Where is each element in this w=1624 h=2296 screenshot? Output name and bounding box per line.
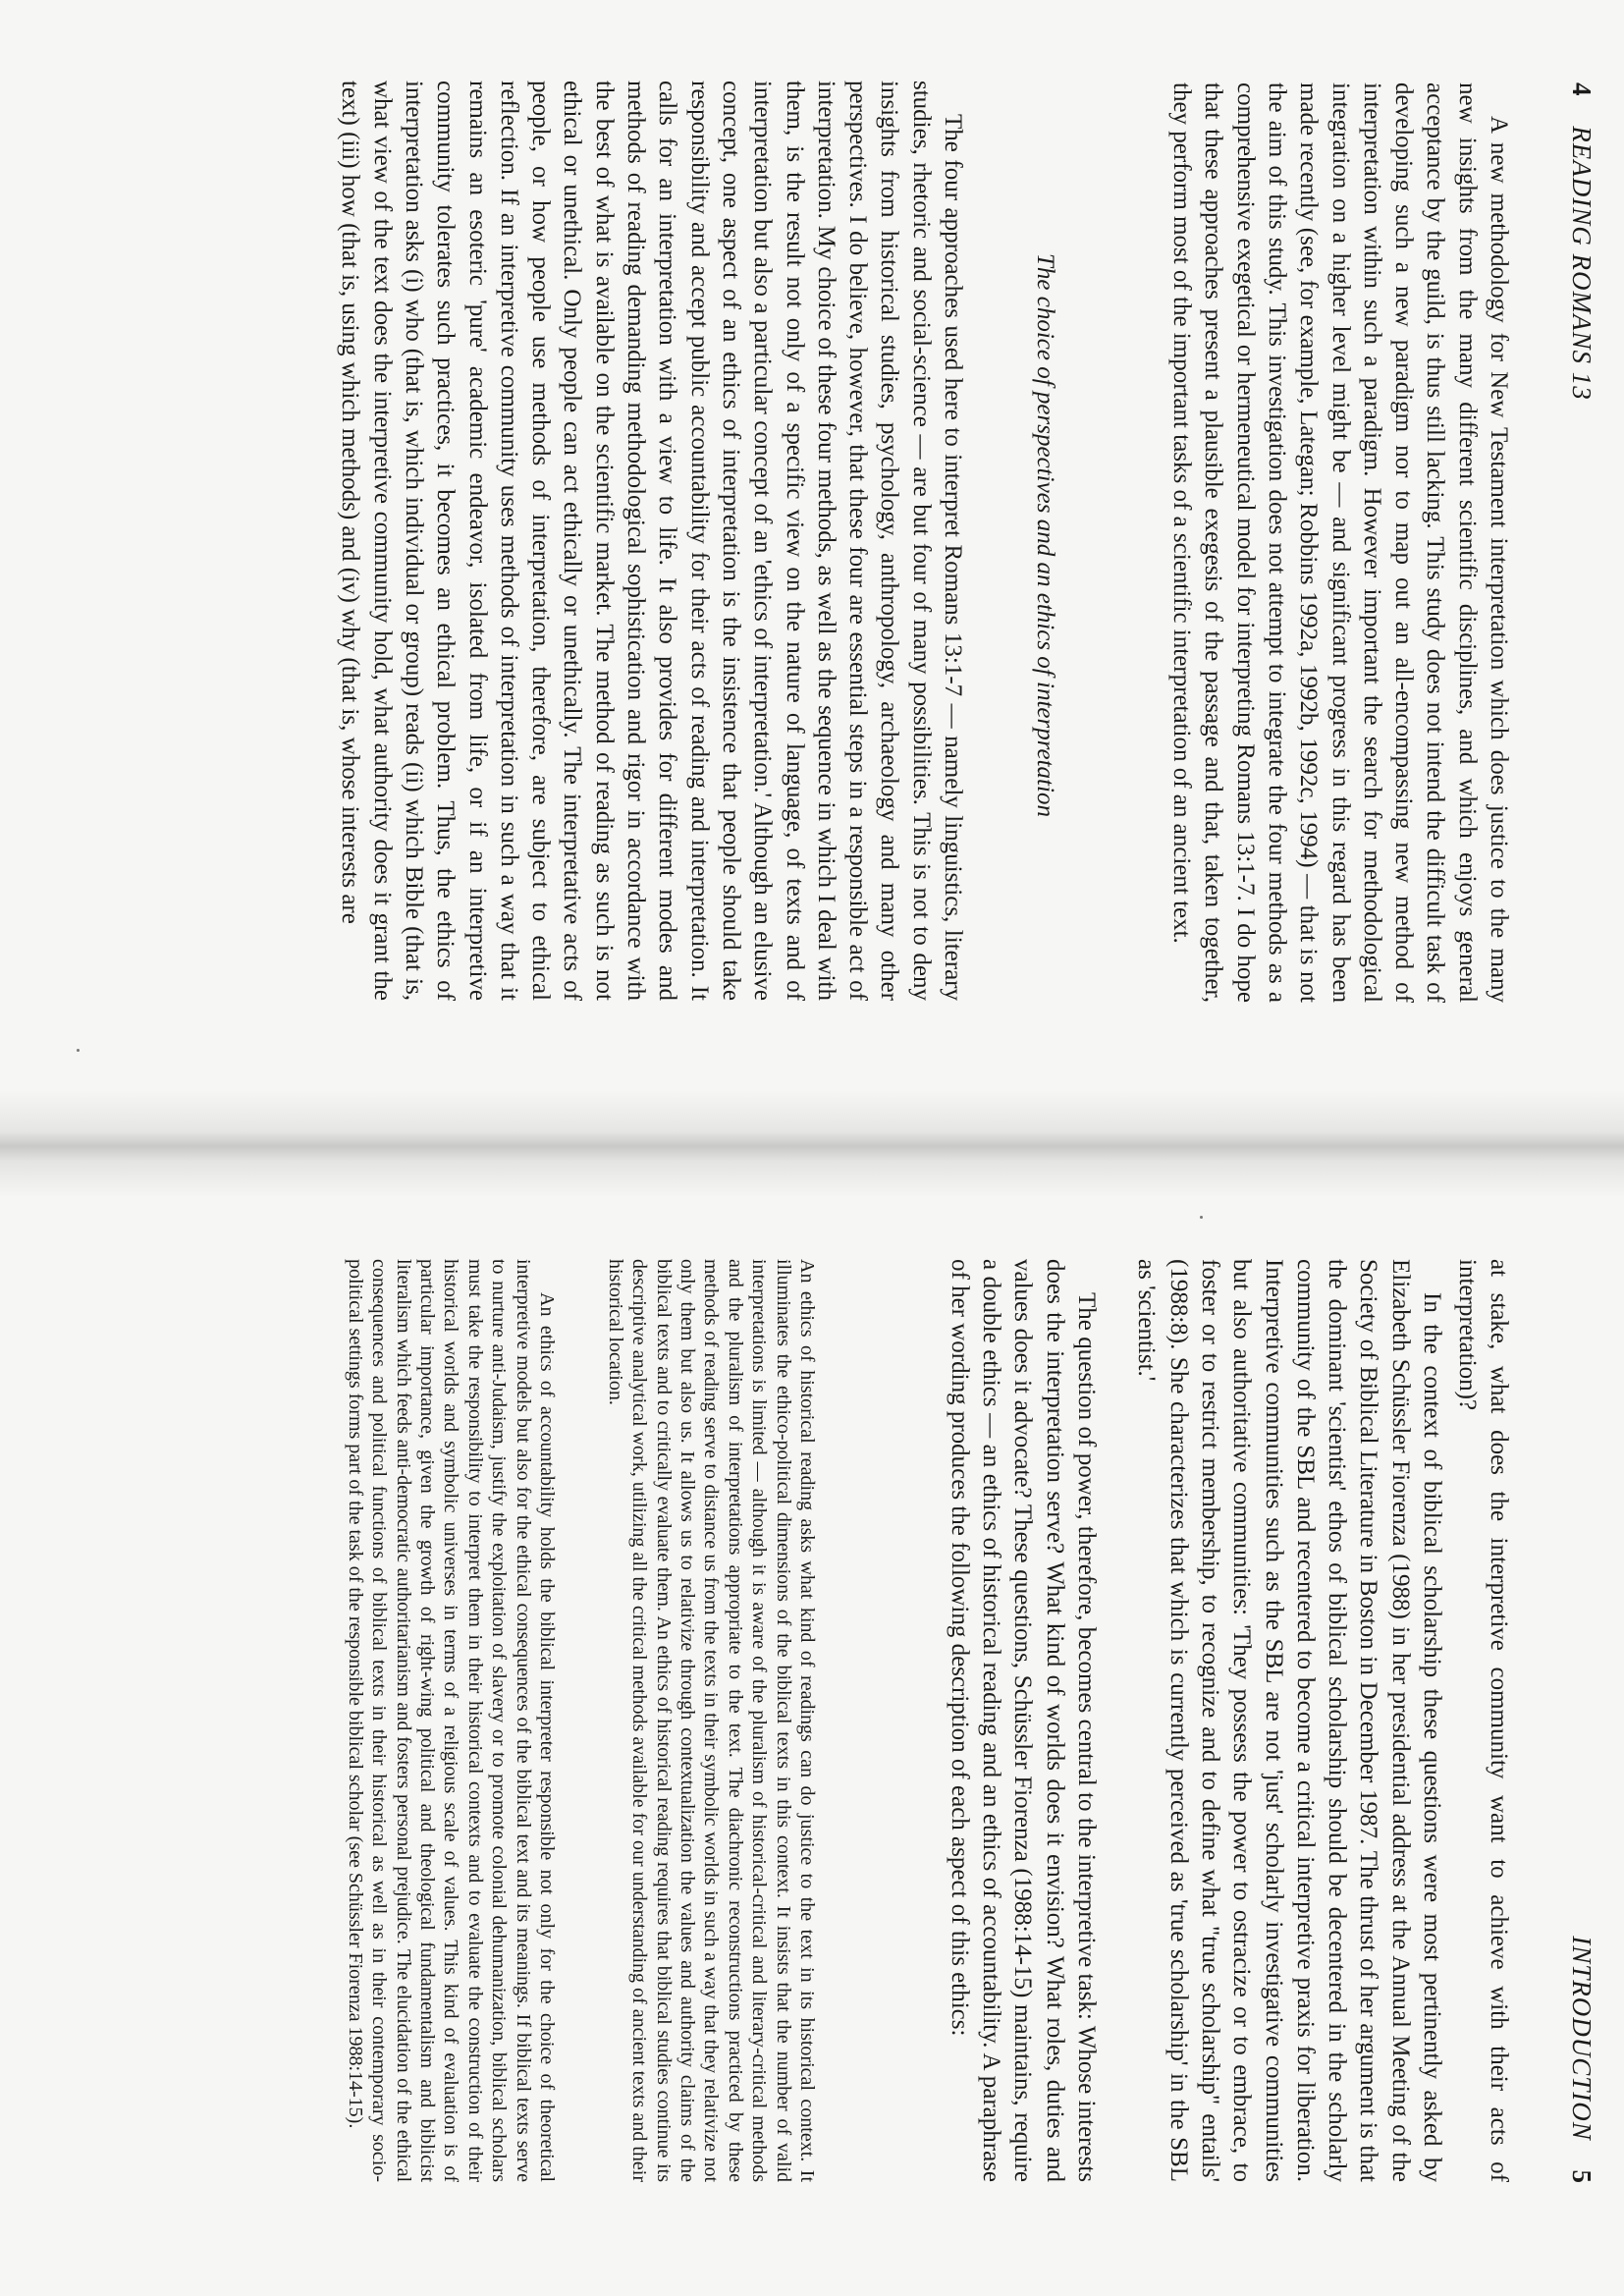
paragraph: at stake, what does the interpretive community want to achieve with their acts of interpretation)? [1453,1259,1512,2182]
paragraph: A new methodology for New Testament interpretation which does justice to the many new insights from the many different scientific disciplines, and which enjoys general acceptance by the guild, is thus still lacking. This study does not intend the difficult task of developing such a new paradigm nor to map out an all-encompassing new method of interpretation within such a paradigm. However important the search for methodological integration on a higher level might be — and significant progress in this regard has been made recently (see, for example, Lategan; Robbins 1992a, 1992b, 1992c, 1994) — that is not the aim of this study. This investigation does not attempt to integrate the four methods as a comprehensive exegetical or hermeneutical model for interpreting Romans 13:1-7. I do hope that these approaches present a plausible exegesis of the passage and that, taken together, they perform most of the important tasks of a scientific interpretation of an ancient text. [1168,82,1512,1003]
running-head-title: INTRODUCTION [1567,1936,1597,2141]
running-head-title: READING ROMANS 13 [1567,126,1597,401]
paragraph: In the context of biblical scholarship these questions were most pertinently asked by Elizabeth Schüssler Fiorenza (1988) in her presidential address at the Annual Meeting of the Society of Biblical Literature in Boston in December 1987. The thrust of her argument is that the dominant 'scientist' ethos of biblical scholarship should be decentered in the scholarly community of the SBL and recentered to become a critical interpretive praxis for liberation. Interpretive communities such as the SBL are not 'just' scholarly investigative communities but also authoritative communities: 'They possess the power to ostracize or to embrace, to foster or to restrict membership, to recognize and to define what "true scholarship" entails' (1988:8). She characterizes that which is currently perceived as 'true scholarship' in the SBL as 'scientist.' [1133,1259,1445,2182]
block-quote: An ethics of accountability holds the biblical interpreter responsible not only for the choice of theoretical interpretive models but also for the ethical consequences of the biblical text and its meanings. If biblical texts serve to nurture anti-Judaism, justify the exploitation of slavery or to promote colonial dehumanization, biblical scholars must take the responsibility to interpret them in their historical contexts and to evaluate the construction of their historical worlds and symbolic universes in terms of a religious scale of values. This kind of evaluation is of particular importance, given the growth of right-wing political and theological fundamentalism and biblicist literalism which feeds anti-democratic authoritarianism and fosters personal prejudice. The elucidation of the ethical consequences and political functions of biblical texts in their historical as well as in their contemporary socio-political settings forms part of the task of the responsible biblical scholar (see Schüssler Fiorenza 1988:14-15). [344,1259,558,2182]
paragraph: The question of power, therefore, becomes central to the interpretive task: Whose interests does the interpretation serve? What kind of worlds does it envision? What roles, duties and values does it advocate? These questions, Schüssler Fiorenza (1988:14-15) maintains, require a double ethics — an ethics of historical reading and an ethics of accountability. A paraphrase of her wording produces the following description of each aspect of this ethics: [946,1259,1100,2182]
section-heading: The choice of perspectives and an ethics of interpretation [1032,253,1058,817]
right-page [0,1212,1624,2282]
running-head [1566,1212,1597,2184]
paragraph: The four approaches used here to interpret Romans 13:1-7 — namely linguistics, literary studies, rhetoric and social-science — are but four of many possibilities. This is not to deny insights from historical studies, psychology, anthropology, archaeology and many other perspectives. I do believe, however, that these four are essential steps in a responsible act of interpretation. My choice of these four methods, as well as the sequence in which I deal with them, is the result not only of a specific view on the nature of language, of texts and of interpretation but also a particular concept of an 'ethics of interpretation.' Although an elusive concept, one aspect of an ethics of interpretation is the insistence that people should take responsibility and accept public accountability for their acts of reading and interpretation. It calls for an interpretation with a view to life. It also provides for different modes and methods of reading demanding methodological sophistication and rigor in accordance with the best of what is available on the scientific market. The method of reading as such is not ethical or unethical. Only people can act ethically or unethically. The interpretative acts of people, or how people use methods of interpretation, therefore, are subject to ethical reflection. If an interpretive community uses methods of interpretation in such a way that it remains an esoteric 'pure' academic endeavor, isolated from life, or if an interpretive community tolerates such practices, it becomes an ethical problem. Thus, the ethics of interpretation asks (i) who (that is, which individual or group) reads (ii) which Bible (that is, what view of the text does the interpretive community hold, what authority does it grant the text) (iii) how (that is, using which methods) and (iv) why (that is, whose interests are [337,81,966,1001]
left-page [0,0,1624,1110]
page-number: 5 [1567,2169,1597,2184]
page-number: 4 [1567,82,1597,97]
running-head [1566,82,1597,401]
block-quote: An ethics of historical reading asks what kind of readings can do justice to the text in its historical context. It illuminates the ethico-political dimensions of the biblical texts in this context. It insists that the number of valid interpretations is limited — although it is aware of the pluralism of historical-critical and literary-critical methods and the pluralism of interpretations appropriate to the text. The diachronic reconstructions practiced by these methods of reading serve to distance us from the texts in their symbolic worlds in such a way that they relativize not only them but also us. It allows us to relativize through contextualization the values and authority claims of the biblical texts and to critically evaluate them. An ethics of historical reading requires that biblical studies continue its descriptive analytical work, utilizing all the critical methods available for our understanding of ancient texts and their historical location. [604,1259,818,2182]
